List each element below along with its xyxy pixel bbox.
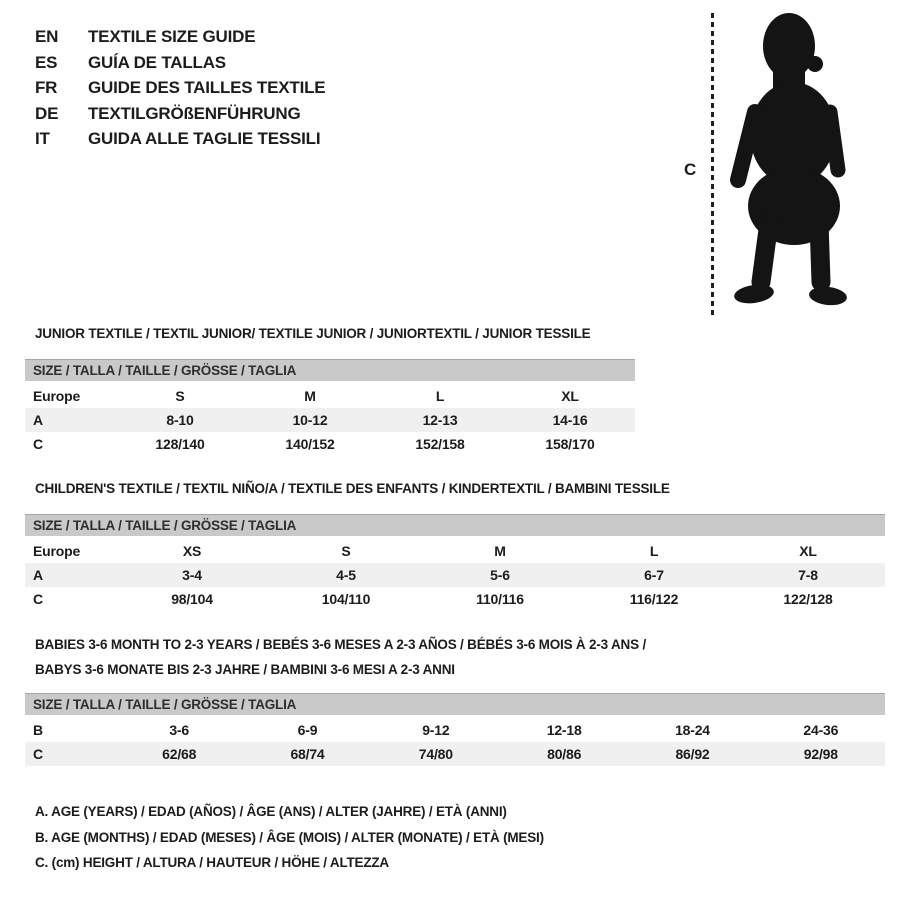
language-title: GUIDA ALLE TAGLIE TESSILI [88, 129, 321, 148]
size-cell: 7-8 [798, 567, 818, 583]
size-cell: 6-9 [297, 722, 318, 738]
language-code: ES [35, 52, 58, 72]
height-label-c: C [684, 160, 697, 179]
size-cell: 14-16 [552, 412, 588, 428]
size-cell: 116/122 [629, 591, 679, 607]
size-table [25, 359, 635, 456]
size-cell: 92/98 [803, 746, 838, 762]
size-cell: 10-12 [292, 412, 328, 428]
size-cell: 24-36 [803, 722, 839, 738]
size-cell: S [175, 388, 185, 404]
language-title: GUÍA DE TALLAS [88, 52, 226, 72]
footnote: B. AGE (MONTHS) / EDAD (MESES) / ÂGE (MOIS) / ALTER (MONATE) / ETÀ (MESI) [35, 829, 544, 845]
row-label: Europe [33, 543, 81, 559]
language-title: GUIDE DES TAILLES TEXTILE [88, 78, 326, 97]
language-list [35, 24, 325, 152]
size-table-header: SIZE / TALLA / TAILLE / GRÖSSE / TAGLIA [25, 359, 635, 381]
section-children [0, 480, 900, 611]
size-table [25, 693, 885, 766]
table-row [25, 587, 885, 611]
section-title [35, 325, 900, 343]
size-cell: 98/104 [171, 591, 213, 607]
language-code: IT [35, 129, 50, 148]
footnote: C. (cm) HEIGHT / ALTURA / HAUTEUR / HÖHE / ALTEZZA [35, 855, 389, 870]
baby-silhouette [723, 8, 863, 316]
language-title: TEXTILE SIZE GUIDE [88, 27, 256, 46]
section-junior [0, 325, 900, 456]
section-title-line: CHILDREN'S TEXTILE / TEXTIL NIÑO/A / TEXTILE DES ENFANTS / KINDERTEXTIL / BAMBINI TESSILE [35, 481, 670, 496]
language-title: TEXTILGRÖßENFÜHRUNG [88, 103, 301, 123]
size-table [25, 514, 885, 611]
row-label: C [33, 591, 43, 607]
section-title [35, 632, 900, 682]
row-label: A [33, 412, 43, 428]
row-label: Europe [33, 388, 81, 404]
row-label: C [33, 746, 43, 762]
section-title-line: BABYS 3-6 MONATE BIS 2-3 JAHRE / BAMBINI 3-6 MESI A 2-3 ANNI [35, 662, 455, 677]
height-dotted-line [711, 13, 714, 315]
size-cell: XS [182, 543, 202, 559]
table-row [25, 384, 635, 408]
table-row [25, 563, 885, 587]
size-cell: 140/152 [285, 436, 335, 452]
section-title-line: JUNIOR TEXTILE / TEXTIL JUNIOR/ TEXTILE JUNIOR / JUNIORTEXTIL / JUNIOR TESSILE [35, 326, 591, 341]
size-cell: 122/128 [783, 591, 833, 607]
section-title-line: BABIES 3-6 MONTH TO 2-3 YEARS / BEBÉS 3-6 MESES A 2-3 AÑOS / BÉBÉS 3-6 MOIS À 2-3 ANS / [35, 637, 646, 652]
language-code: DE [35, 103, 59, 123]
size-cell: M [304, 388, 316, 404]
language-row [35, 101, 325, 127]
row-label: C [33, 436, 43, 452]
size-cell: 6-7 [644, 567, 664, 583]
size-cell: L [649, 543, 659, 559]
size-table-header: SIZE / TALLA / TAILLE / GRÖSSE / TAGLIA [25, 693, 885, 715]
footnotes [35, 799, 544, 876]
size-cell: 18-24 [675, 722, 710, 738]
table-row [25, 539, 885, 563]
size-cell: L [435, 388, 445, 404]
table-row [25, 718, 885, 742]
size-cell: 110/116 [476, 591, 524, 607]
size-cell: 80/86 [547, 746, 582, 762]
footnote: A. AGE (YEARS) / EDAD (AÑOS) / ÂGE (ANS) / ALTER (JAHRE) / ETÀ (ANNI) [35, 804, 507, 819]
size-cell: 12-13 [422, 412, 458, 428]
size-cell: 128/140 [155, 436, 205, 452]
table-row [25, 408, 635, 432]
size-cell: 152/158 [415, 436, 465, 452]
table-row [25, 432, 635, 456]
size-cell: 4-5 [336, 567, 356, 583]
size-cell: 5-6 [490, 567, 510, 583]
language-code: FR [35, 78, 58, 97]
size-cell: 86/92 [675, 746, 710, 762]
language-code: EN [35, 27, 59, 46]
size-cell: S [341, 543, 351, 559]
size-cell: XL [799, 543, 817, 559]
size-cell: 104/110 [321, 591, 371, 607]
section-title [35, 480, 900, 498]
size-cell: 74/80 [418, 746, 453, 762]
size-cell: 9-12 [422, 722, 450, 738]
language-row [35, 75, 325, 101]
section-babies [0, 632, 900, 766]
row-label: A [33, 567, 43, 583]
table-row [25, 742, 885, 766]
size-cell: 62/68 [162, 746, 197, 762]
size-cell: 12-18 [546, 722, 582, 738]
size-cell: 3-4 [182, 567, 202, 583]
size-cell: 68/74 [290, 746, 325, 762]
size-cell: 158/170 [545, 436, 595, 452]
language-row [35, 126, 325, 152]
size-cell: XL [561, 388, 579, 404]
language-row [35, 50, 325, 76]
size-table-header: SIZE / TALLA / TAILLE / GRÖSSE / TAGLIA [25, 514, 885, 536]
language-row [35, 24, 325, 50]
row-label: B [33, 722, 43, 738]
size-cell: 8-10 [166, 412, 194, 428]
size-cell: 3-6 [169, 722, 189, 738]
size-cell: M [494, 543, 506, 559]
